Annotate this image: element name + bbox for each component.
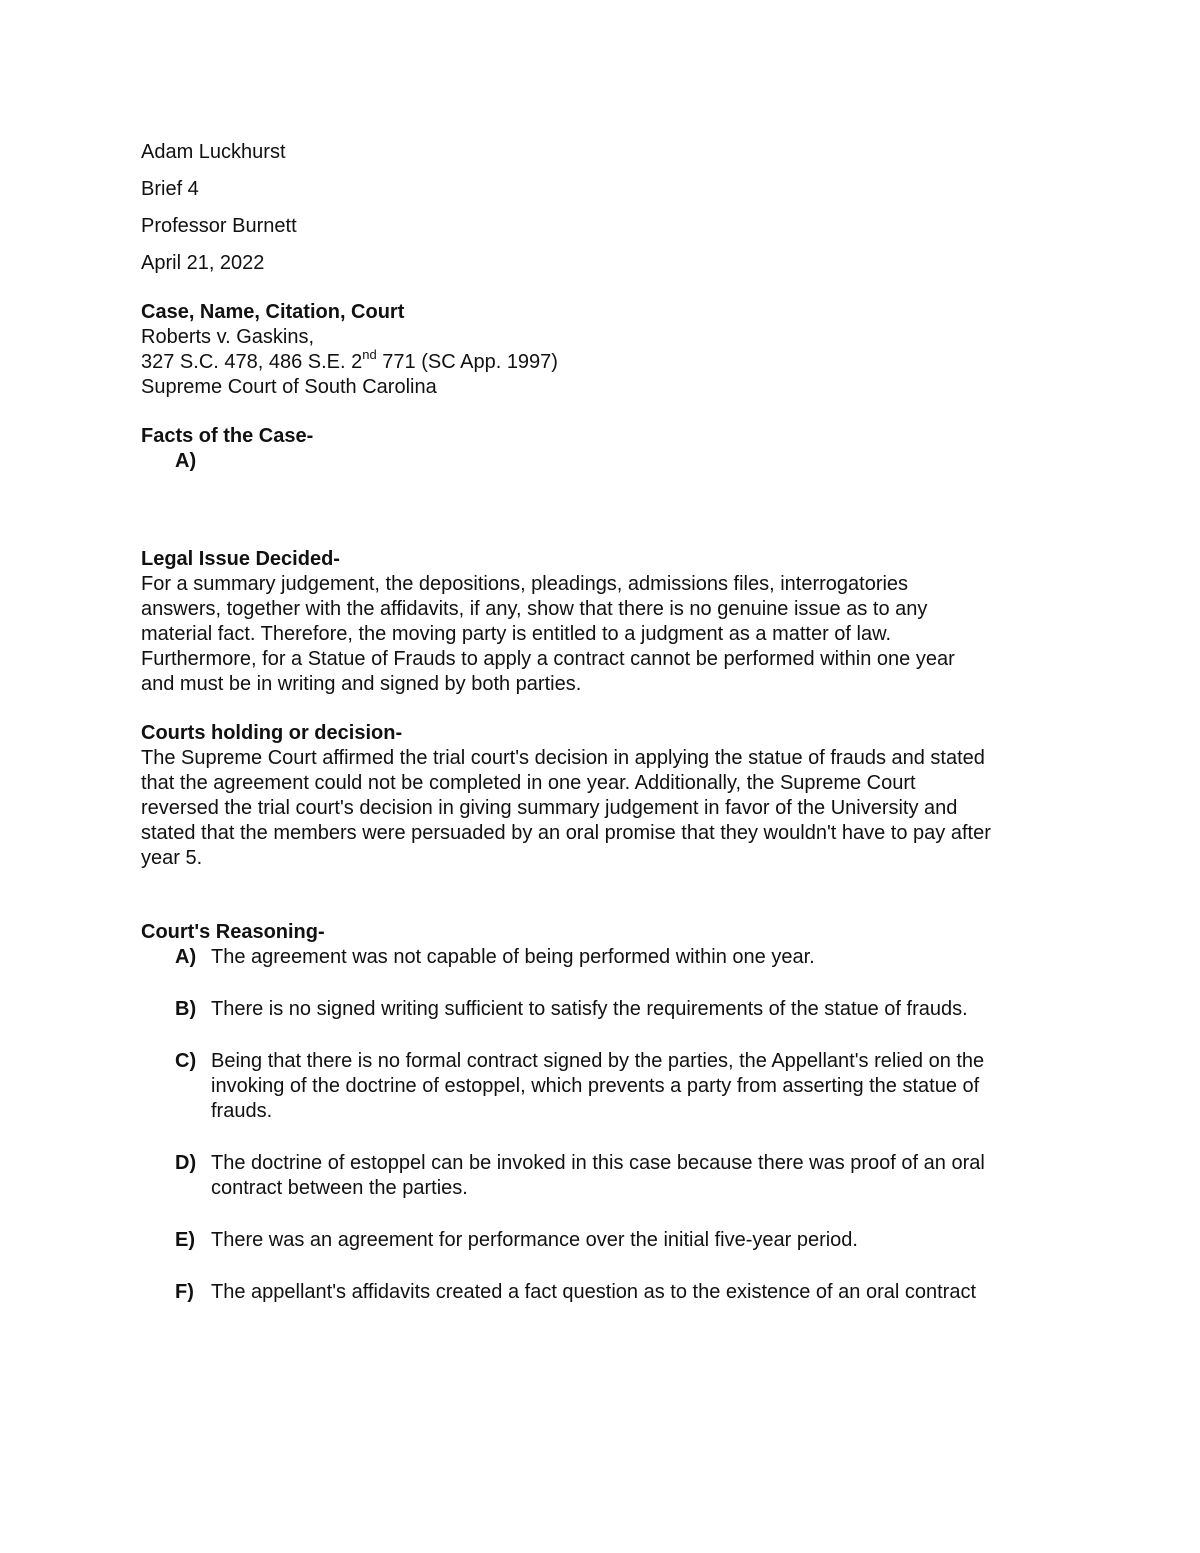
reasoning-item-text — [211, 945, 1071, 970]
facts-item-text — [211, 449, 1071, 474]
author-name: Adam Luckhurst — [141, 141, 286, 163]
legal-issue-line: answers, together with the affidavits, if any, show that there is no genuine issue as to any — [141, 598, 928, 620]
reasoning-item-line: There is no signed writing sufficient to satisfy the requirements of the statue of frauds. — [211, 998, 968, 1020]
citation-sup: nd — [362, 347, 377, 363]
citation-pre: 327 S.C. 478, 486 S.E. 2 — [141, 351, 363, 373]
reasoning-item-a — [141, 945, 1071, 970]
reasoning-item-line: The agreement was not capable of being performed within one year. — [211, 946, 815, 968]
reasoning-item-marker: D) — [175, 1152, 197, 1174]
reasoning-item-line: invoking of the doctrine of estoppel, which prevents a party from asserting the statue of — [211, 1075, 980, 1097]
holding-line: reversed the trial court's decision in giving summary judgement in favor of the University and — [141, 797, 958, 819]
reasoning-item-c — [141, 1049, 1071, 1124]
holding-section — [141, 721, 1071, 871]
reasoning-item-line: The doctrine of estoppel can be invoked in this case because there was proof of an oral — [211, 1152, 985, 1174]
holding-line: year 5. — [141, 847, 203, 869]
facts-item — [141, 449, 1071, 474]
reasoning-item-line: contract between the parties. — [211, 1177, 468, 1199]
reasoning-item-marker: C) — [175, 1050, 197, 1072]
reasoning-item-text — [211, 1151, 1071, 1201]
reasoning-item-text — [211, 1228, 1071, 1253]
legal-issue-section — [141, 547, 1071, 697]
reasoning-item-marker: A) — [175, 946, 197, 968]
holding-line: stated that the members were persuaded by an oral promise that they wouldn't have to pay after — [141, 822, 991, 844]
facts-section — [141, 424, 1071, 474]
reasoning-item-line: Being that there is no formal contract signed by the parties, the Appellant's relied on the — [211, 1050, 985, 1072]
case-heading: Case, Name, Citation, Court — [141, 301, 405, 323]
legal-issue-line: and must be in writing and signed by both parties. — [141, 673, 582, 695]
reasoning-item-line: frauds. — [211, 1100, 273, 1122]
case-section — [141, 300, 1071, 400]
document-header — [141, 140, 1071, 276]
holding-heading: Courts holding or decision- — [141, 722, 403, 744]
reasoning-section — [141, 920, 1071, 1305]
reasoning-item-line: The appellant's affidavits created a fact question as to the existence of an oral contract — [211, 1281, 977, 1303]
case-name: Roberts v. Gaskins, — [141, 326, 315, 348]
document-date: April 21, 2022 — [141, 252, 265, 274]
citation-post: 771 (SC App. 1997) — [376, 351, 558, 373]
reasoning-item-e — [141, 1228, 1071, 1253]
case-citation — [141, 347, 1071, 375]
reasoning-item-line: There was an agreement for performance over the initial five-year period. — [211, 1229, 858, 1251]
reasoning-item-text — [211, 1049, 1071, 1124]
reasoning-item-d — [141, 1151, 1071, 1201]
reasoning-item-marker: F) — [175, 1281, 194, 1303]
assignment-title: Brief 4 — [141, 178, 199, 200]
legal-issue-line: material fact. Therefore, the moving party is entitled to a judgment as a matter of law. — [141, 623, 891, 645]
holding-line: that the agreement could not be completed in one year. Additionally, the Supreme Court — [141, 772, 916, 794]
reasoning-item-text — [211, 997, 1071, 1022]
legal-issue-line: For a summary judgement, the depositions, pleadings, admissions files, interrogatories — [141, 573, 909, 595]
legal-issue-heading: Legal Issue Decided- — [141, 548, 340, 570]
case-court: Supreme Court of South Carolina — [141, 376, 437, 398]
reasoning-item-b — [141, 997, 1071, 1022]
reasoning-item-marker: E) — [175, 1229, 195, 1251]
reasoning-item-marker: B) — [175, 998, 197, 1020]
reasoning-heading: Court's Reasoning- — [141, 921, 325, 943]
reasoning-item-f — [141, 1280, 1071, 1305]
document-content — [141, 140, 1071, 1305]
holding-line: The Supreme Court affirmed the trial court's decision in applying the statue of frauds and stated — [141, 747, 985, 769]
facts-item-marker: A) — [175, 450, 197, 472]
professor-name: Professor Burnett — [141, 215, 297, 237]
facts-heading: Facts of the Case- — [141, 425, 314, 447]
reasoning-item-text — [211, 1280, 1071, 1305]
legal-issue-line: Furthermore, for a Statue of Frauds to apply a contract cannot be performed within one year — [141, 648, 955, 670]
